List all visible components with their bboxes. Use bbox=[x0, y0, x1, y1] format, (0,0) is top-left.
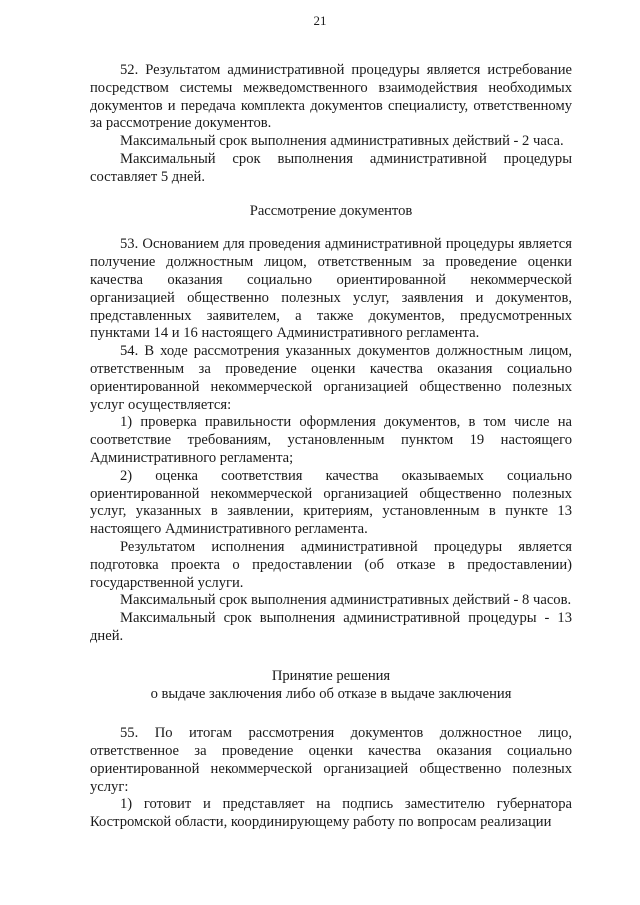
paragraph-54-result: Результатом исполнения административной процедуры является подготовка проекта о предоставлении (об отказе в предоставлении) государственной услуги. bbox=[90, 538, 572, 591]
paragraph-53: 53. Основанием для проведения административной процедуры является получение должностным лицом, ответственным за проведение оценки качества оказания социально ориентированной некоммерческой организацией общественно полезных услуг, заявления и документов, представленных заявителем, а также документов, предусмотренных пунктами 14 и 16 настоящего Административного регламента. bbox=[90, 236, 572, 342]
list-item-2: 2) оценка соответствия качества оказываемых социально ориентированной некоммерческой организацией общественно полезных услуг, указанных в заявлении, критериям, установленным в пункте 13 настоящего Административного регламента. bbox=[90, 467, 572, 538]
paragraph-52-max-actions-time: Максимальный срок выполнения административных действий - 2 часа. bbox=[120, 133, 564, 150]
list-item-1: 1) проверка правильности оформления документов, в том числе на соответствие требованиям, установленным пунктом 19 настоящего Административного регламента; bbox=[90, 414, 572, 466]
paragraph-55: 55. По итогам рассмотрения документов должностное лицо, ответственное за проведение оценки качества оказания социально ориентированной некоммерческой организацией общественно полезных услуг: bbox=[90, 725, 572, 795]
section-heading-document-review: Рассмотрение документов bbox=[249, 202, 413, 219]
document-body bbox=[90, 62, 572, 832]
section-heading-decision: Принятие решения bbox=[271, 667, 391, 684]
paragraph-52-max-procedure-time: Максимальный срок выполнения административной процедуры составляет 5 дней. bbox=[90, 150, 572, 185]
paragraph-54-max-procedure-time: Максимальный срок выполнения административной процедуры - 13 дней. bbox=[90, 610, 572, 644]
section-subheading-decision: о выдаче заключения либо об отказе в выдаче заключения bbox=[150, 685, 512, 702]
paragraph-55-item-1: 1) готовит и представляет на подпись заместителю губернатора Костромской области, координирующему работу по вопросам реализации bbox=[90, 796, 572, 831]
paragraph-54: 54. В ходе рассмотрения указанных документов должностным лицом, ответственным за проведение оценки качества оказания социально ориентированной некоммерческой организацией общественно полезных услуг осуществляется: bbox=[90, 343, 572, 413]
page-number: 21 bbox=[313, 13, 327, 28]
paragraph-54-max-actions-time: Максимальный срок выполнения административных действий - 8 часов. bbox=[120, 592, 572, 609]
paragraph-52: 52. Результатом административной процедуры является истребование посредством системы межведомственного взаимодействия необходимых документов и передача комплекта документов специалисту, ответственному за рассмотрение документов. bbox=[90, 62, 572, 132]
